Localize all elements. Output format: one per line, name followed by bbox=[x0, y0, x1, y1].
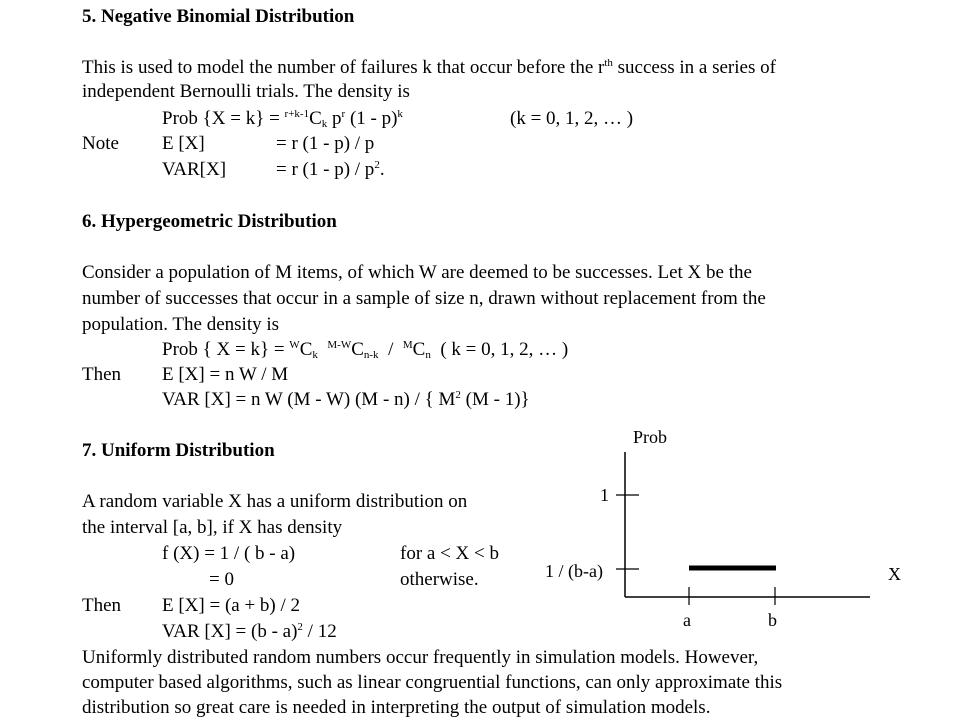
closing-paragraph-line2: computer based algorithms, such as linear congruential functions, can only approximate this bbox=[82, 672, 783, 693]
negbin-mean-lhs: E [X] bbox=[162, 133, 205, 154]
superscript: r bbox=[341, 108, 346, 120]
text: / bbox=[378, 339, 403, 360]
section-6-heading: 6. Hypergeometric Distribution bbox=[82, 211, 337, 232]
x-tick-label-a: a bbox=[683, 610, 691, 630]
text: . bbox=[379, 159, 385, 180]
text: / 12 bbox=[302, 621, 337, 642]
text: = r (1 - p) / p bbox=[276, 159, 375, 180]
uniform-zero-lhs: = 0 bbox=[209, 569, 234, 590]
x-axis-title: X bbox=[888, 564, 901, 584]
text: (1 - p) bbox=[345, 108, 398, 129]
closing-paragraph-line1: Uniformly distributed random numbers occur frequently in simulation models. However, bbox=[82, 647, 759, 668]
closing-paragraph-line3: distribution so great care is needed in interpreting the output of simulation models. bbox=[82, 697, 711, 718]
superscript: 2 bbox=[455, 389, 461, 401]
superscript: M bbox=[402, 339, 413, 351]
superscript: W bbox=[289, 339, 300, 351]
negbin-variance-lhs: VAR[X] bbox=[162, 159, 227, 180]
superscript: k bbox=[397, 108, 403, 120]
y-axis-title: Prob bbox=[633, 427, 668, 447]
text: C bbox=[351, 339, 364, 360]
section-6-paragraph-line1: Consider a population of M items, of which W are deemed to be successes. Let X be the bbox=[82, 262, 752, 283]
negbin-range: (k = 0, 1, 2, … ) bbox=[510, 108, 634, 129]
subscript: n-k bbox=[363, 349, 379, 361]
negbin-mean-rhs: = r (1 - p) / p bbox=[276, 133, 375, 154]
note-label: Note bbox=[82, 133, 119, 154]
text: (M - 1)} bbox=[460, 389, 530, 410]
text: VAR [X] = (b - a) bbox=[162, 621, 298, 642]
section-6-paragraph-line2: number of successes that occur in a sample of size n, drawn without replacement from the bbox=[82, 288, 766, 309]
section-6-paragraph-line3: population. The density is bbox=[82, 314, 280, 335]
text: VAR [X] = n W (M - W) (M - n) / { M bbox=[162, 389, 456, 410]
section-7-heading: 7. Uniform Distribution bbox=[82, 440, 275, 461]
subscript: k bbox=[321, 118, 328, 130]
text: success in a series of bbox=[612, 57, 776, 78]
then-label: Then bbox=[82, 364, 122, 385]
superscript: 2 bbox=[297, 621, 303, 633]
superscript: M-W bbox=[327, 339, 352, 351]
text: C bbox=[412, 339, 426, 360]
uniform-density-condition: for a < X < b bbox=[400, 543, 499, 564]
superscript: 2 bbox=[374, 159, 380, 171]
hypergeo-mean: E [X] = n W / M bbox=[162, 364, 289, 385]
text: p bbox=[327, 108, 342, 129]
text: This is used to model the number of failures k that occur before the r bbox=[82, 57, 605, 78]
superscript: r+k-1 bbox=[284, 108, 310, 120]
x-tick-label-b: b bbox=[768, 610, 777, 630]
section-5-intro-line2: independent Bernoulli trials. The density is bbox=[82, 81, 410, 102]
superscript: th bbox=[604, 57, 613, 69]
section-7-paragraph-line2: the interval [a, b], if X has density bbox=[82, 517, 343, 538]
text: C bbox=[299, 339, 313, 360]
uniform-mean: E [X] = (a + b) / 2 bbox=[162, 595, 301, 616]
text: Prob {X = k} = bbox=[162, 108, 285, 129]
y-tick-label-density: 1 / (b-a) bbox=[545, 561, 603, 581]
subscript: n bbox=[425, 349, 431, 361]
uniform-zero-condition: otherwise. bbox=[400, 569, 479, 590]
subscript: k bbox=[312, 349, 318, 361]
text: Prob { X = k} = bbox=[162, 339, 290, 360]
text: C bbox=[309, 108, 322, 129]
y-tick-label-1: 1 bbox=[600, 485, 609, 505]
text: ( k = 0, 1, 2, … ) bbox=[430, 339, 569, 360]
then-label: Then bbox=[82, 595, 122, 616]
uniform-density-lhs: f (X) = 1 / ( b - a) bbox=[162, 543, 296, 564]
section-5-heading: 5. Negative Binomial Distribution bbox=[82, 6, 355, 27]
section-7-paragraph-line1: A random variable X has a uniform distribution on bbox=[82, 491, 468, 512]
